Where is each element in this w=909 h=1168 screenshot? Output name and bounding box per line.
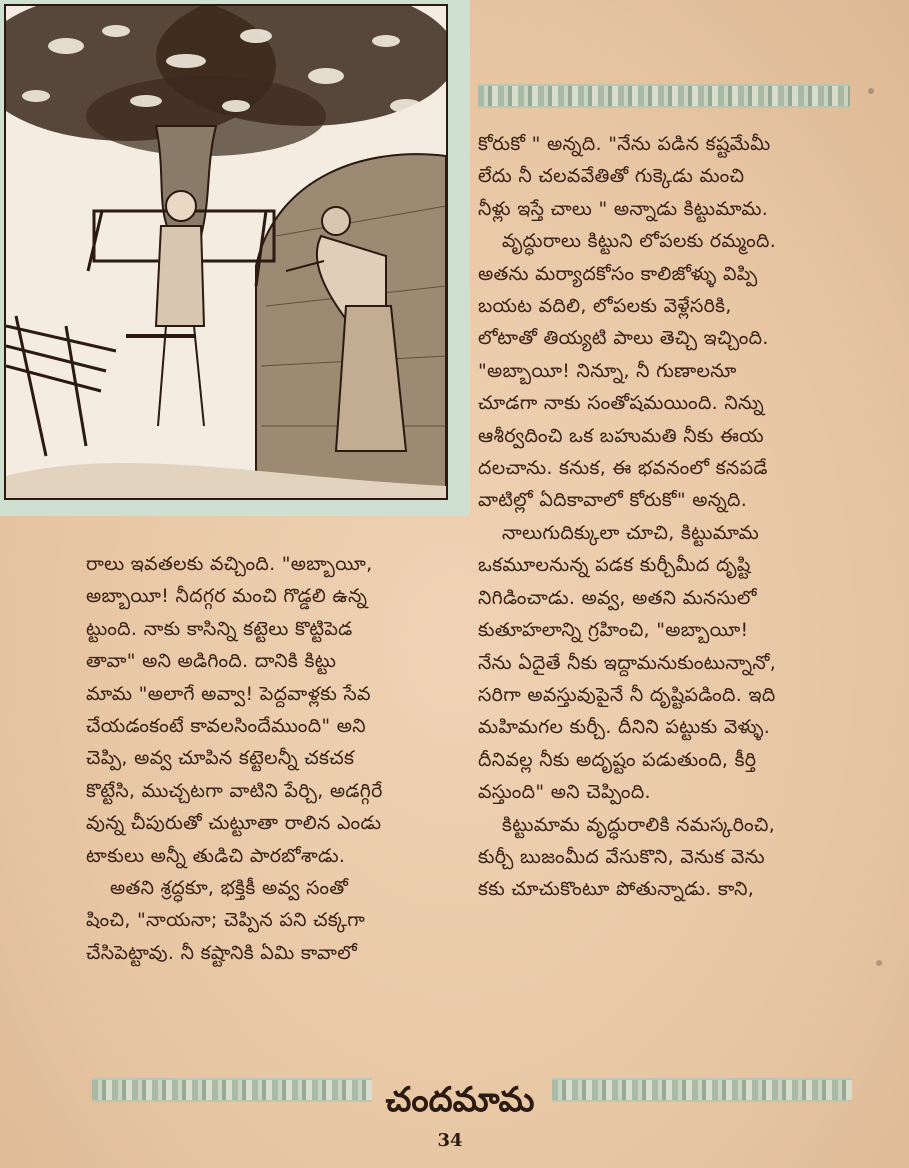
text-line: కిట్టుమామ వృద్ధురాలికి నమస్కరించి,	[502, 813, 776, 836]
text-line: తావా" అని అడిగింది. దానికి కిట్టు	[86, 650, 337, 673]
text-line: మహిమగల కుర్చీ. దీనిని పట్టుకు వెళ్ళు.	[478, 716, 771, 739]
text-line: కొట్టేసి, ముచ్చటగా వాటిని పేర్చి, అడగ్గిరే	[86, 779, 383, 802]
text-line: నేను ఏదైతే నీకు ఇద్దామనుకుంటున్నానో,	[478, 651, 777, 674]
text-line: చేయడంకంటే కావలసిందేముంది" అని	[86, 715, 366, 738]
text-line: "అబ్బాయీ! నిన్నూ, నీ గుణాలనూ	[478, 359, 737, 382]
left-column	[86, 548, 458, 969]
text-line: ట్టుంది. నాకు కాసిన్ని కట్టెలు కొట్టిపెడ	[86, 617, 353, 640]
text-line: కుతూహలాన్ని గ్రహించి, "అబ్బాయీ!	[478, 619, 749, 642]
text-line: చెప్పి, అవ్వ చూపిన కట్టెలన్నీ చకచక	[86, 747, 355, 770]
text-line: టాకులు అన్నీ తుడిచి పారబోశాడు.	[86, 844, 346, 867]
right-column	[478, 128, 850, 906]
text-line: షించి, "నాయనా; చెప్పిన పని చక్కగా	[86, 909, 366, 932]
story-illustration-icon	[6, 6, 446, 498]
text-line: సరిగా అవస్తువుపైనే నీ దృష్టిపడింది. ఇది	[478, 683, 776, 706]
text-line: అతని శ్రద్ధకూ, భక్తికీ అవ్వ సంతో	[110, 877, 349, 900]
text-line: కుర్చీ బుజంమీద వేసుకొని, వెనుక వెను	[478, 845, 765, 868]
text-line: లేదు నీ చలవవేతితో గుక్కెడు మంచి	[478, 165, 745, 188]
text-line: బయట వదిలి, లోపలకు వెళ్లేసరికి,	[478, 295, 732, 318]
text-line: దీనివల్ల నీకు అదృష్టం పడుతుంది, కీర్తి	[478, 748, 757, 771]
text-line: వాటిల్లో ఏదికావాలో కోరుకో" అన్నది.	[478, 489, 748, 512]
text-line: దలచాను. కనుక, ఈ భవనంలో కనపడే	[478, 457, 768, 480]
story-illustration	[4, 4, 448, 500]
text-line: చేసిపెట్టావు. నీ కష్టానికి ఏమి కావాలో	[86, 941, 358, 964]
page-number: 34	[437, 1130, 463, 1151]
text-line: వృద్ధురాలు కిట్టుని లోపలకు రమ్మంది.	[502, 230, 777, 253]
magazine-title: చందమామ	[385, 1080, 535, 1120]
text-line: నిగిడించాడు. అవ్వ, అతని మనసులో	[478, 586, 757, 609]
text-line: మామ "అలాగే అవ్వా! పెద్దవాళ్లకు సేవ	[86, 682, 371, 705]
text-line: కకు చూచుకొంటూ పోతున్నాడు. కాని,	[478, 878, 755, 901]
text-line: రాలు ఇవతలకు వచ్చింది. "అబ్బాయీ,	[86, 553, 373, 575]
text-line: నీళ్లు ఇస్తే చాలు " అన్నాడు కిట్టుమామ.	[478, 197, 769, 220]
text-line: చూడగా నాకు సంతోషమయింది. నిన్ను	[478, 392, 764, 415]
text-line: కోరుకో " అన్నది. "నేను పడిన కష్టమేమీ	[478, 133, 771, 155]
text-line: లోటాతో తియ్యటి పాలు తెచ్చి ఇచ్చింది.	[478, 327, 769, 350]
text-line: ఆశీర్వదించి ఒక బహుమతి నీకు ఈయ	[478, 424, 764, 447]
text-line: నాలుగుదిక్కులా చూచి, కిట్టుమామ	[502, 521, 760, 544]
text-line: వున్న చీపురుతో చుట్టూతా రాలిన ఎండు	[86, 812, 382, 835]
ornament-band-top	[478, 84, 850, 108]
ornament-band-bottom-right	[552, 1078, 852, 1102]
text-line: వస్తుంది" అని చెప్పింది.	[478, 781, 651, 804]
ornament-band-bottom-left	[92, 1078, 372, 1102]
paper-speck	[868, 88, 874, 94]
text-line: ఒకమూలనున్న పడక కుర్చీమీద దృష్టి	[478, 554, 751, 577]
paper-speck	[876, 960, 882, 966]
text-line: అబ్బాయీ! నీదగ్గర మంచి గొడ్డలి ఉన్న	[86, 585, 368, 608]
text-line: అతను మర్యాదకోసం కాలిజోళ్ళు విప్పి	[478, 262, 758, 285]
